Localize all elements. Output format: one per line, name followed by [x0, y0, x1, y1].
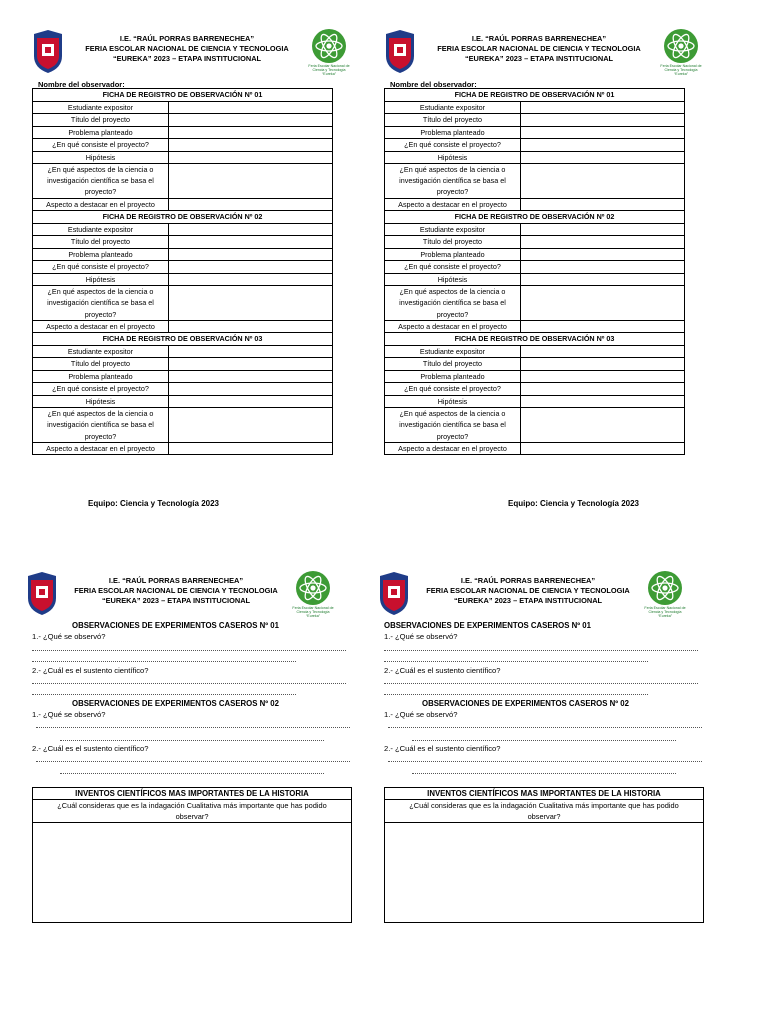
inventions-title: INVENTOS CIENTÍFICOS MAS IMPORTANTES DE LA HISTORIA	[33, 788, 351, 800]
row-label: ¿En qué consiste el proyecto?	[385, 383, 521, 396]
ficha-title: FICHA DE REGISTRO DE OBSERVACIÓN Nº 03	[385, 333, 685, 346]
row-label: Hipótesis	[385, 395, 521, 408]
answer-line[interactable]	[384, 661, 648, 662]
fair-name: FERIA ESCOLAR NACIONAL DE CIENCIA Y TECNOLOGIA	[426, 586, 630, 595]
atom-icon	[647, 570, 683, 606]
row-label: Título del proyecto	[385, 358, 521, 371]
row-label: Problema planteado	[385, 126, 521, 139]
logo-caption	[288, 606, 338, 618]
row-label: ¿En qué consiste el proyecto?	[385, 139, 521, 152]
observation-table	[384, 88, 685, 455]
sheet-header	[26, 570, 336, 618]
answer-cell[interactable]	[521, 223, 685, 236]
ficha-title: FICHA DE REGISTRO DE OBSERVACIÓN Nº 02	[385, 211, 685, 224]
row-label: Aspecto a destacar en el proyecto	[385, 198, 521, 211]
ficha-title: FICHA DE REGISTRO DE OBSERVACIÓN Nº 01	[33, 89, 333, 102]
school-name: I.E. “RAÚL PORRAS BARRENECHEA”	[119, 34, 255, 43]
label-line: investigación científica se basa el	[399, 420, 506, 430]
row-label: Título del proyecto	[33, 114, 169, 127]
question-scientific-basis: 2.- ¿Cuál es el sustento científico?	[32, 744, 149, 753]
answer-cell[interactable]	[169, 442, 333, 455]
row-label: Hipótesis	[33, 273, 169, 286]
logo-caption-line: Ciencia y Tecnología	[648, 610, 682, 614]
inventions-answer-area[interactable]	[385, 823, 703, 921]
header-text	[418, 34, 660, 64]
answer-line[interactable]	[32, 694, 296, 695]
answer-cell[interactable]	[169, 261, 333, 274]
row-label: Hipótesis	[33, 151, 169, 164]
label-line: ¿En qué aspectos de la ciencia o	[47, 409, 154, 419]
eureka-logo	[306, 28, 352, 78]
answer-cell[interactable]	[169, 198, 333, 211]
answer-cell[interactable]	[169, 408, 333, 443]
answer-cell[interactable]	[169, 286, 333, 321]
school-name: I.E. “RAÚL PORRAS BARRENECHEA”	[460, 576, 596, 585]
school-shield-icon	[378, 572, 410, 616]
question-line: observar?	[527, 811, 561, 821]
team-label-right: Equipo: Ciencia y Tecnología 2023	[508, 499, 639, 508]
label-line: proyecto?	[84, 309, 117, 319]
ficha-title: FICHA DE REGISTRO DE OBSERVACIÓN Nº 03	[33, 333, 333, 346]
answer-cell[interactable]	[521, 139, 685, 152]
label-line: investigación científica se basa el	[47, 420, 154, 430]
eureka-logo	[290, 570, 336, 620]
answer-line[interactable]	[388, 761, 702, 762]
row-label	[385, 164, 521, 199]
row-label: Aspecto a destacar en el proyecto	[385, 442, 521, 455]
label-line: proyecto?	[436, 309, 469, 319]
answer-cell[interactable]	[521, 358, 685, 371]
answer-cell[interactable]	[521, 114, 685, 127]
experiment-title: OBSERVACIONES DE EXPERIMENTOS CASEROS Nº 02	[422, 699, 629, 708]
answer-line[interactable]	[32, 650, 346, 651]
question-observed: 1.- ¿Qué se observó?	[384, 632, 458, 641]
row-label: Estudiante expositor	[33, 345, 169, 358]
inventions-box	[32, 787, 352, 923]
row-label: Título del proyecto	[385, 114, 521, 127]
observaciones-sheet-bottom-left	[26, 570, 356, 930]
answer-cell[interactable]	[169, 101, 333, 114]
sheet-header	[378, 570, 688, 618]
fair-edition: “EUREKA” 2023 – ETAPA INSTITUCIONAL	[464, 54, 614, 63]
answer-cell[interactable]	[169, 345, 333, 358]
sheet-header	[32, 28, 352, 76]
logo-caption-line: Feria Escolar Nacional de	[308, 64, 350, 68]
logo-caption-line: “Eureka”	[322, 72, 336, 76]
row-label: Problema planteado	[385, 370, 521, 383]
question-scientific-basis: 2.- ¿Cuál es el sustento científico?	[32, 666, 149, 675]
row-label: Título del proyecto	[385, 236, 521, 249]
row-label: Estudiante expositor	[385, 101, 521, 114]
row-label: Aspecto a destacar en el proyecto	[33, 442, 169, 455]
row-label: Hipótesis	[385, 151, 521, 164]
label-line: proyecto?	[84, 187, 117, 197]
atom-icon	[311, 28, 347, 64]
experiment-title: OBSERVACIONES DE EXPERIMENTOS CASEROS Nº 01	[72, 621, 279, 630]
row-label	[33, 286, 169, 321]
label-line: ¿En qué aspectos de la ciencia o	[399, 287, 506, 297]
question-line: ¿Cuál consideras que es la indagación Cualitativa más importante que has podido	[409, 801, 679, 810]
question-observed: 1.- ¿Qué se observó?	[32, 632, 106, 641]
logo-caption-line: Ciencia y Tecnología	[664, 68, 698, 72]
inventions-question	[385, 800, 703, 823]
fair-edition: “EUREKA” 2023 – ETAPA INSTITUCIONAL	[101, 596, 251, 605]
logo-caption	[304, 64, 354, 76]
row-label: Estudiante expositor	[385, 345, 521, 358]
label-line: investigación científica se basa el	[399, 176, 506, 186]
label-line: investigación científica se basa el	[399, 298, 506, 308]
row-label: Estudiante expositor	[33, 223, 169, 236]
answer-line[interactable]	[384, 683, 698, 684]
school-shield-icon	[32, 30, 64, 74]
answer-line[interactable]	[384, 650, 698, 651]
ficha-title: FICHA DE REGISTRO DE OBSERVACIÓN Nº 02	[33, 211, 333, 224]
answer-cell[interactable]	[521, 286, 685, 321]
answer-cell[interactable]	[521, 126, 685, 139]
logo-caption-line: “Eureka”	[674, 72, 688, 76]
answer-cell[interactable]	[169, 320, 333, 333]
question-line: ¿Cuál consideras que es la indagación Cualitativa más importante que has podido	[57, 801, 327, 810]
experiment-title: OBSERVACIONES DE EXPERIMENTOS CASEROS Nº 02	[72, 699, 279, 708]
answer-cell[interactable]	[169, 383, 333, 396]
row-label: Aspecto a destacar en el proyecto	[385, 320, 521, 333]
row-label	[33, 164, 169, 199]
question-line: observar?	[175, 811, 209, 821]
row-label: ¿En qué consiste el proyecto?	[33, 383, 169, 396]
answer-cell[interactable]	[521, 164, 685, 199]
row-label: Problema planteado	[385, 248, 521, 261]
fair-name: FERIA ESCOLAR NACIONAL DE CIENCIA Y TECNOLOGIA	[74, 586, 278, 595]
answer-line[interactable]	[412, 740, 676, 741]
answer-cell[interactable]	[521, 408, 685, 443]
eureka-logo	[658, 28, 704, 78]
sheet-header	[384, 28, 704, 76]
logo-caption-line: “Eureka”	[306, 614, 320, 618]
header-text	[412, 576, 644, 606]
row-label: Título del proyecto	[33, 236, 169, 249]
ficha-sheet-top-right	[384, 28, 704, 453]
answer-cell[interactable]	[169, 358, 333, 371]
label-line: ¿En qué aspectos de la ciencia o	[47, 287, 154, 297]
school-name: I.E. “RAÚL PORRAS BARRENECHEA”	[471, 34, 607, 43]
label-line: investigación científica se basa el	[47, 176, 154, 186]
inventions-title: INVENTOS CIENTÍFICOS MAS IMPORTANTES DE LA HISTORIA	[385, 788, 703, 800]
fair-name: FERIA ESCOLAR NACIONAL DE CIENCIA Y TECNOLOGIA	[85, 44, 289, 53]
answer-line[interactable]	[36, 761, 350, 762]
answer-cell[interactable]	[169, 114, 333, 127]
answer-cell[interactable]	[521, 151, 685, 164]
answer-cell[interactable]	[169, 370, 333, 383]
answer-cell[interactable]	[169, 236, 333, 249]
question-observed: 1.- ¿Qué se observó?	[32, 710, 106, 719]
row-label: ¿En qué consiste el proyecto?	[33, 261, 169, 274]
ficha-title: FICHA DE REGISTRO DE OBSERVACIÓN Nº 01	[385, 89, 685, 102]
row-label: ¿En qué consiste el proyecto?	[33, 139, 169, 152]
question-scientific-basis: 2.- ¿Cuál es el sustento científico?	[384, 666, 501, 675]
answer-cell[interactable]	[169, 223, 333, 236]
inventions-box	[384, 787, 704, 923]
row-label: Problema planteado	[33, 248, 169, 261]
logo-caption-line: Feria Escolar Nacional de	[644, 606, 686, 610]
logo-caption	[656, 64, 706, 76]
row-label: Estudiante expositor	[385, 223, 521, 236]
answer-cell[interactable]	[521, 395, 685, 408]
answer-cell[interactable]	[521, 101, 685, 114]
answer-cell[interactable]	[169, 126, 333, 139]
observation-table	[32, 88, 333, 455]
answer-cell[interactable]	[521, 320, 685, 333]
answer-cell[interactable]	[521, 345, 685, 358]
fair-name: FERIA ESCOLAR NACIONAL DE CIENCIA Y TECNOLOGIA	[437, 44, 641, 53]
inventions-question	[33, 800, 351, 823]
row-label: Título del proyecto	[33, 358, 169, 371]
header-text	[60, 576, 292, 606]
answer-cell[interactable]	[521, 236, 685, 249]
answer-cell[interactable]	[169, 395, 333, 408]
question-scientific-basis: 2.- ¿Cuál es el sustento científico?	[384, 744, 501, 753]
row-label: Problema planteado	[33, 126, 169, 139]
answer-cell[interactable]	[169, 164, 333, 199]
label-line: proyecto?	[436, 431, 469, 441]
label-line: ¿En qué aspectos de la ciencia o	[399, 165, 506, 174]
row-label: Hipótesis	[385, 273, 521, 286]
ficha-sheet-top-left	[32, 28, 352, 453]
label-line: proyecto?	[436, 187, 469, 197]
atom-icon	[295, 570, 331, 606]
logo-caption-line: Ciencia y Tecnología	[312, 68, 346, 72]
question-observed: 1.- ¿Qué se observó?	[384, 710, 458, 719]
row-label: ¿En qué consiste el proyecto?	[385, 261, 521, 274]
answer-cell[interactable]	[521, 370, 685, 383]
answer-line[interactable]	[412, 773, 676, 774]
answer-cell[interactable]	[521, 442, 685, 455]
label-line: investigación científica se basa el	[47, 298, 154, 308]
label-line: proyecto?	[84, 431, 117, 441]
answer-line[interactable]	[384, 694, 648, 695]
answer-line[interactable]	[388, 727, 702, 728]
observaciones-sheet-bottom-right	[378, 570, 708, 930]
answer-cell[interactable]	[521, 248, 685, 261]
observer-label: Nombre del observador:	[38, 80, 125, 89]
fair-edition: “EUREKA” 2023 – ETAPA INSTITUCIONAL	[453, 596, 603, 605]
row-label: Aspecto a destacar en el proyecto	[33, 198, 169, 211]
logo-caption-line: Ciencia y Tecnología	[296, 610, 330, 614]
answer-cell[interactable]	[521, 383, 685, 396]
row-label: Estudiante expositor	[33, 101, 169, 114]
header-text	[66, 34, 308, 64]
atom-icon	[663, 28, 699, 64]
school-shield-icon	[384, 30, 416, 74]
row-label	[385, 286, 521, 321]
observer-label: Nombre del observador:	[390, 80, 477, 89]
answer-line[interactable]	[32, 661, 296, 662]
school-name: I.E. “RAÚL PORRAS BARRENECHEA”	[108, 576, 244, 585]
answer-cell[interactable]	[169, 151, 333, 164]
answer-line[interactable]	[32, 683, 346, 684]
row-label: Hipótesis	[33, 395, 169, 408]
answer-cell[interactable]	[521, 273, 685, 286]
logo-caption-line: Feria Escolar Nacional de	[292, 606, 334, 610]
label-line: ¿En qué aspectos de la ciencia o	[399, 409, 506, 419]
answer-line[interactable]	[60, 740, 324, 741]
inventions-answer-area[interactable]	[33, 823, 351, 921]
answer-line[interactable]	[60, 773, 324, 774]
row-label	[385, 408, 521, 443]
logo-caption-line: Feria Escolar Nacional de	[660, 64, 702, 68]
row-label	[33, 408, 169, 443]
answer-cell[interactable]	[169, 139, 333, 152]
answer-cell[interactable]	[521, 261, 685, 274]
eureka-logo	[642, 570, 688, 620]
experiment-title: OBSERVACIONES DE EXPERIMENTOS CASEROS Nº 01	[384, 621, 591, 630]
school-shield-icon	[26, 572, 58, 616]
logo-caption-line: “Eureka”	[658, 614, 672, 618]
team-label-left: Equipo: Ciencia y Tecnología 2023	[88, 499, 219, 508]
logo-caption	[640, 606, 690, 618]
row-label: Problema planteado	[33, 370, 169, 383]
fair-edition: “EUREKA” 2023 – ETAPA INSTITUCIONAL	[112, 54, 262, 63]
label-line: ¿En qué aspectos de la ciencia o	[47, 165, 154, 174]
row-label: Aspecto a destacar en el proyecto	[33, 320, 169, 333]
answer-line[interactable]	[36, 727, 350, 728]
answer-cell[interactable]	[169, 273, 333, 286]
answer-cell[interactable]	[169, 248, 333, 261]
answer-cell[interactable]	[521, 198, 685, 211]
